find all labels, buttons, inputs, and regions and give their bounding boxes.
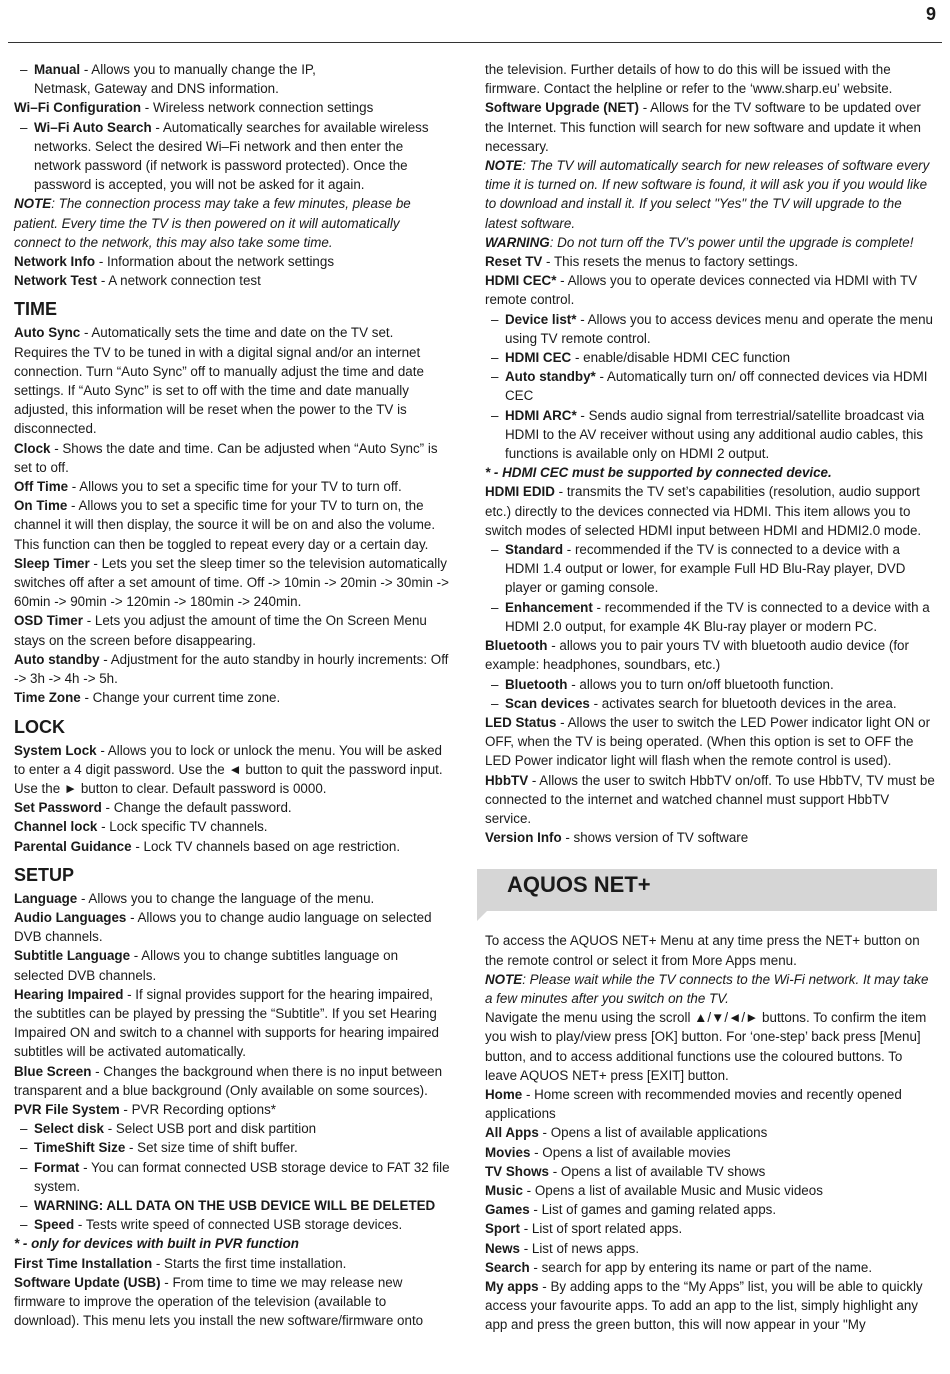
entry-term: Sport	[485, 1221, 520, 1237]
section-heading: LOCK	[14, 716, 65, 737]
entry-description: - Lets you adjust the amount of time the On Screen Menu stays on the screen before disappearing.	[14, 613, 427, 648]
menu-subentry	[14, 1119, 450, 1138]
menu-entry	[14, 554, 450, 612]
entry-term: Select disk	[34, 1121, 104, 1137]
entry-description: - shows version of TV software	[561, 830, 749, 846]
menu-subentry	[485, 540, 937, 598]
entry-description: - List of sport related apps.	[519, 1221, 683, 1237]
entry-term: Home	[485, 1086, 523, 1102]
entry-description: - From time to time we may release new firmware to improve the operation of the television (available to download). This menu lets you install the new software/firmware onto	[14, 1274, 424, 1329]
footnote-text: * - HDMI CEC must be supported by connected device.	[485, 465, 832, 481]
entry-description: - Opens a list of available TV shows	[549, 1163, 766, 1179]
menu-entry	[14, 946, 450, 984]
entry-term: On Time	[14, 498, 68, 514]
entry-description: - You can format connected USB storage device to FAT 32 file system.	[34, 1159, 450, 1194]
entry-term: TV Shows	[485, 1163, 549, 1179]
entry-term: Wi–Fi Configuration	[14, 100, 142, 116]
entry-term: WARNING	[485, 234, 550, 250]
entry-description: - Change the default password.	[101, 800, 292, 816]
menu-entry	[485, 931, 937, 969]
menu-entry	[485, 271, 937, 309]
entry-term: News	[485, 1240, 520, 1256]
menu-entry	[14, 985, 450, 1062]
entry-description: - Automatically turn on/ off connected devices via HDMI CEC	[505, 369, 928, 404]
entry-description: - Opens a list of available movies	[530, 1144, 731, 1160]
entry-term: Standard	[505, 542, 564, 558]
entry-description: - Information about the network settings	[95, 254, 335, 270]
entry-term: NOTE	[485, 158, 523, 174]
menu-entry	[485, 713, 937, 771]
entry-description: : The TV will automatically search for new releases of software every time it is turned on. If new software is found, it will ask you if you would like to download and install it. If you select "Yes" the TV will upgrade to the latest software.	[485, 158, 930, 231]
entry-description: - Lets you set the sleep timer so the television automatically switches off after a set amount of time. Off -> 10min -> 20min -> 30min -> 60min -> 90min -> 120min -> 180min -> 240min.	[14, 555, 449, 610]
menu-entry	[14, 837, 450, 856]
entry-description: - Tests write speed of connected USB storage devices.	[74, 1217, 403, 1233]
entry-term: HDMI EDID	[485, 484, 555, 500]
entry-description: - Changes the background when there is no input between transparent and a blue background (Only available on some sources).	[14, 1063, 443, 1098]
menu-entry	[485, 1239, 937, 1258]
menu-entry	[485, 60, 937, 98]
menu-entry	[14, 741, 450, 799]
menu-entry	[485, 636, 937, 674]
entry-term: Scan devices	[505, 695, 590, 711]
entry-description: - This resets the menus to factory settings.	[542, 254, 799, 270]
footnote	[485, 463, 937, 482]
entry-term: Manual	[34, 62, 81, 77]
entry-description: - Allows you to change the language of the menu.	[77, 890, 375, 906]
entry-description: - Allows the user to switch the LED Power indicator light ON or OFF, when the TV is being operated. (When this option is set to OFF the LED Power indicator light will flash when the remote control is used).	[485, 714, 931, 769]
entry-description: - Automatically searches for available wireless networks. Select the desired Wi–Fi network and then enter the network password (if network is password protected). Once the password is accepted, you will not be asked for it again.	[34, 119, 429, 193]
menu-entry	[485, 828, 937, 847]
entry-description: - PVR Recording options*	[119, 1101, 276, 1117]
entry-description: - Change your current time zone.	[80, 690, 281, 706]
entry-description: - Opens a list of available applications	[538, 1125, 768, 1141]
menu-subentry	[14, 1196, 450, 1215]
menu-entry	[485, 1200, 937, 1219]
entry-term: Time Zone	[14, 690, 81, 706]
entry-description: - transmits the TV set’s capabilities (resolution, audio support etc.) directly to the devices connected via HDMI. This item allows you to switch modes of selected HDMI input between HDMI and HDMI2.0 mode.	[485, 484, 922, 538]
entry-description: - Allows you to operate devices connected via HDMI with TV remote control.	[485, 273, 918, 308]
entry-description: - Set size time of shift buffer.	[125, 1140, 298, 1156]
entry-description: - Allows you to set a specific time for your TV to turn on, the channel it will then display, the source it will be on and also the volume. This function can then be toggled to repeat every day or a certain day.	[14, 498, 436, 552]
entry-term: My apps	[485, 1278, 539, 1294]
menu-entry	[14, 439, 450, 477]
entry-term: HDMI CEC*	[485, 273, 557, 289]
entry-description: - Lock specific TV channels.	[97, 819, 268, 835]
menu-subentry	[485, 675, 937, 694]
entry-term: Format	[34, 1159, 80, 1175]
entry-term: Bluetooth	[485, 638, 548, 654]
entry-term: Clock	[14, 440, 51, 456]
entry-term: Sleep Timer	[14, 555, 90, 571]
entry-term: Language	[14, 890, 78, 906]
entry-term: Blue Screen	[14, 1063, 92, 1079]
entry-term: Audio Languages	[14, 909, 127, 925]
menu-entry	[14, 252, 450, 271]
entry-description: - Allows you to change subtitles language on selected DVB channels.	[14, 948, 399, 983]
menu-entry	[485, 1162, 937, 1181]
menu-subentry	[485, 406, 937, 464]
entry-description: - activates search for bluetooth devices in the area.	[589, 695, 897, 711]
entry-term: Auto standby*	[505, 369, 596, 385]
menu-subentry	[14, 60, 450, 79]
entry-term: Parental Guidance	[14, 838, 132, 854]
banner-title: AQUOS NET+	[507, 872, 651, 898]
entry-description: - Starts the first time installation.	[152, 1255, 347, 1271]
entry-description: - List of news apps.	[519, 1240, 640, 1256]
entry-term: First Time Installation	[14, 1255, 153, 1271]
entry-description: - Adjustment for the auto standby in hourly increments: Off -> 3h -> 4h -> 5h.	[14, 651, 449, 687]
entry-description: Navigate the menu using the scroll ▲/▼/◄/► buttons. To confirm the item you wish to play/view press [OK] button. For ‘one-step’ back press [Menu] button, and to access additional functions use the coloured buttons. To leave AQUOS NET+ press [EXIT] button.	[485, 1010, 927, 1083]
menu-entry	[14, 477, 450, 496]
entry-term: Channel lock	[14, 819, 98, 835]
entry-description: - recommended if the TV is connected to a device with a HDMI 1.4 output or lower, for example Full HD Blu-Ray player, DVD player or gaming console.	[505, 542, 906, 596]
footnote	[14, 1234, 450, 1253]
menu-subentry	[14, 1158, 450, 1196]
entry-term: Auto standby	[14, 651, 100, 667]
entry-term: Auto Sync	[14, 325, 81, 341]
entry-description: - Sends audio signal from terrestrial/satellite broadcast via HDMI to the AV receiver without using any additional audio cables, this functions is available only on HDMI 2 output.	[505, 407, 925, 462]
entry-term: WARNING: ALL DATA ON THE USB DEVICE WILL BE DELETED	[34, 1197, 436, 1213]
menu-entry	[14, 798, 450, 817]
entry-term: Version Info	[485, 830, 562, 846]
entry-term: PVR File System	[14, 1101, 120, 1117]
note	[485, 970, 937, 1008]
entry-term: Bluetooth	[505, 676, 568, 692]
left-column	[14, 60, 450, 1330]
entry-term: TimeShift Size	[34, 1140, 126, 1156]
menu-subentry	[14, 1138, 450, 1157]
menu-entry	[14, 496, 450, 554]
note	[14, 194, 450, 252]
entry-term: Music	[485, 1182, 523, 1198]
menu-entry	[14, 271, 450, 290]
entry-term: NOTE	[485, 971, 523, 987]
menu-entry	[485, 98, 937, 156]
entry-description: - Opens a list of available Music and Music videos	[522, 1182, 823, 1198]
entry-description: - Automatically sets the time and date on the TV set. Requires the TV to be tuned in with a digital signal and/or an internet connection. Turn “Auto Sync” off to manually adjust the time and date settings. If “Auto Sync” is set to off with the time and date manually adjusted, this information will be reset when the power to the TV is disconnected.	[14, 325, 424, 437]
entry-term: Off Time	[14, 479, 69, 495]
menu-entry	[485, 1085, 937, 1123]
entry-term: HbbTV	[485, 772, 529, 788]
entry-term: Hearing Impaired	[14, 986, 124, 1002]
menu-entry	[485, 1219, 937, 1238]
entry-term: Reset TV	[485, 254, 543, 270]
menu-entry	[14, 1273, 450, 1331]
menu-subentry	[485, 694, 937, 713]
page-number: 9	[925, 4, 936, 24]
entry-description: - Allows you to lock or unlock the menu. You will be asked to enter a 4 digit password. Use the ◄ button to quit the password input. Use the ► button to clear. Default password is 0000.	[14, 742, 443, 796]
entry-term: Movies	[485, 1144, 531, 1160]
menu-entry	[14, 1254, 450, 1273]
entry-term: Software Upgrade (NET)	[485, 100, 640, 116]
menu-entry	[485, 252, 937, 271]
entry-description: - enable/disable HDMI CEC function	[571, 350, 791, 366]
entry-term: Network Test	[14, 273, 98, 289]
entry-description: - Allows for the TV software to be updated over the Internet. This function will search for new software and update it when necessary.	[485, 100, 921, 154]
entry-description: - Allows you to manually change the IP,	[80, 62, 316, 77]
entry-description: To access the AQUOS NET+ Menu at any time press the NET+ button on the remote control or select it from More Apps menu.	[485, 933, 920, 968]
entry-description: - Allows the user to switch HbbTV on/off. To use HbbTV, TV must be connected to the internet and watched channel must support HbbTV service.	[485, 772, 935, 826]
menu-subentry	[485, 367, 937, 405]
entry-term: Subtitle Language	[14, 948, 131, 964]
menu-entry	[485, 1123, 937, 1142]
entry-term: OSD Timer	[14, 613, 83, 629]
header-rule	[8, 42, 942, 43]
menu-entry	[14, 817, 450, 836]
menu-entry	[14, 98, 450, 117]
section-heading: SETUP	[14, 864, 75, 885]
entry-description: - Home screen with recommended movies and recently opened applications	[485, 1086, 902, 1122]
entry-term: NOTE	[14, 196, 52, 212]
entry-term: Enhancement	[505, 599, 593, 615]
menu-entry	[485, 482, 937, 540]
note	[485, 233, 937, 252]
entry-description: - Shows the date and time. Can be adjusted when “Auto Sync” is set to off.	[14, 440, 438, 475]
entry-term: Speed	[34, 1217, 75, 1233]
menu-subentry	[14, 118, 450, 195]
entry-term: HDMI CEC	[505, 350, 572, 366]
entry-term: Wi–Fi Auto Search	[34, 119, 152, 135]
entry-description: - Wireless network connection settings	[141, 100, 374, 116]
menu-entry	[14, 908, 450, 946]
section-banner	[477, 869, 937, 911]
entry-term: Network Info	[14, 254, 96, 270]
menu-entry	[14, 1062, 450, 1100]
menu-entry	[485, 1277, 937, 1335]
menu-entry	[14, 889, 450, 908]
menu-entry	[14, 650, 450, 688]
entry-term: HDMI ARC*	[505, 407, 577, 423]
footnote-text: * - only for devices with built in PVR function	[14, 1236, 299, 1252]
entry-description: - Select USB port and disk partition	[103, 1121, 317, 1137]
entry-description: - Allows you to change audio language on selected DVB channels.	[14, 909, 432, 945]
entry-term: Device list*	[505, 311, 577, 327]
entry-description: : The connection process may take a few minutes, please be patient. Every time the TV is then powered on it will automatically connect to the network, this may also take some time.	[14, 196, 411, 250]
menu-entry	[14, 323, 450, 438]
entry-description: - By adding apps to the “My Apps” list, you will be able to quickly access your favourite apps. To add an app to the list, simply highlight any app and press the green button, this will now appear in your "My	[485, 1278, 923, 1333]
menu-entry	[485, 1258, 937, 1277]
note	[485, 156, 937, 233]
entry-description: - Allows you to access devices menu and operate the menu using TV remote control.	[505, 311, 934, 346]
menu-entry	[485, 1181, 937, 1200]
entry-description: - Lock TV channels based on age restriction.	[131, 838, 401, 854]
entry-term: LED Status	[485, 714, 557, 730]
menu-entry	[485, 771, 937, 829]
menu-subentry-continued	[14, 79, 450, 98]
menu-subentry	[485, 310, 937, 348]
right-column	[485, 60, 937, 1335]
entry-description: - recommended if the TV is connected to a device with a HDMI 2.0 output, for example 4K Blu-ray player or modern PC.	[505, 599, 930, 634]
entry-term: Set Password	[14, 800, 102, 816]
menu-subentry	[485, 598, 937, 636]
entry-description: - If signal provides support for the hearing impaired, the subtitles can be played by pressing the “Subtitle”. If you set Hearing Impaired ON and switch to a channel with supports for hearing impaired subtitles will be activated automatically.	[14, 986, 439, 1060]
entry-description: - search for app by entering its name or part of the name.	[529, 1259, 873, 1275]
entry-term: All Apps	[485, 1125, 539, 1141]
menu-entry	[14, 1100, 450, 1119]
menu-subentry	[485, 348, 937, 367]
entry-description: : Do not turn off the TV’s power until the upgrade is complete!	[549, 234, 914, 250]
entry-description: - A network connection test	[97, 273, 261, 289]
entry-term: Search	[485, 1259, 530, 1275]
entry-term: System Lock	[14, 742, 97, 758]
entry-description: the television. Further details of how to do this will be issued with the firmware. Contact the helpline or refer to the ‘www.sharp.eu’ website.	[485, 62, 893, 97]
entry-description: - allows you to pair yours TV with bluetooth audio device (for example: headphones, soundbars, etc.)	[485, 638, 909, 673]
menu-entry	[14, 611, 450, 649]
entry-term: Software Update (USB)	[14, 1274, 161, 1290]
menu-entry	[485, 1143, 937, 1162]
entry-term: Games	[485, 1202, 530, 1218]
menu-entry	[485, 1008, 937, 1085]
section-heading: TIME	[14, 299, 57, 320]
entry-description: : Please wait while the TV connects to the Wi-Fi network. It may take a few minutes after you switch on the TV.	[485, 971, 929, 1006]
menu-subentry	[14, 1215, 450, 1234]
menu-entry	[14, 688, 450, 707]
entry-description: - List of games and gaming related apps.	[529, 1202, 777, 1218]
entry-description: - Allows you to set a specific time for your TV to turn off.	[68, 479, 402, 495]
entry-description: Netmask, Gateway and DNS information.	[34, 81, 279, 97]
entry-description: - allows you to turn on/off bluetooth function.	[567, 676, 834, 692]
